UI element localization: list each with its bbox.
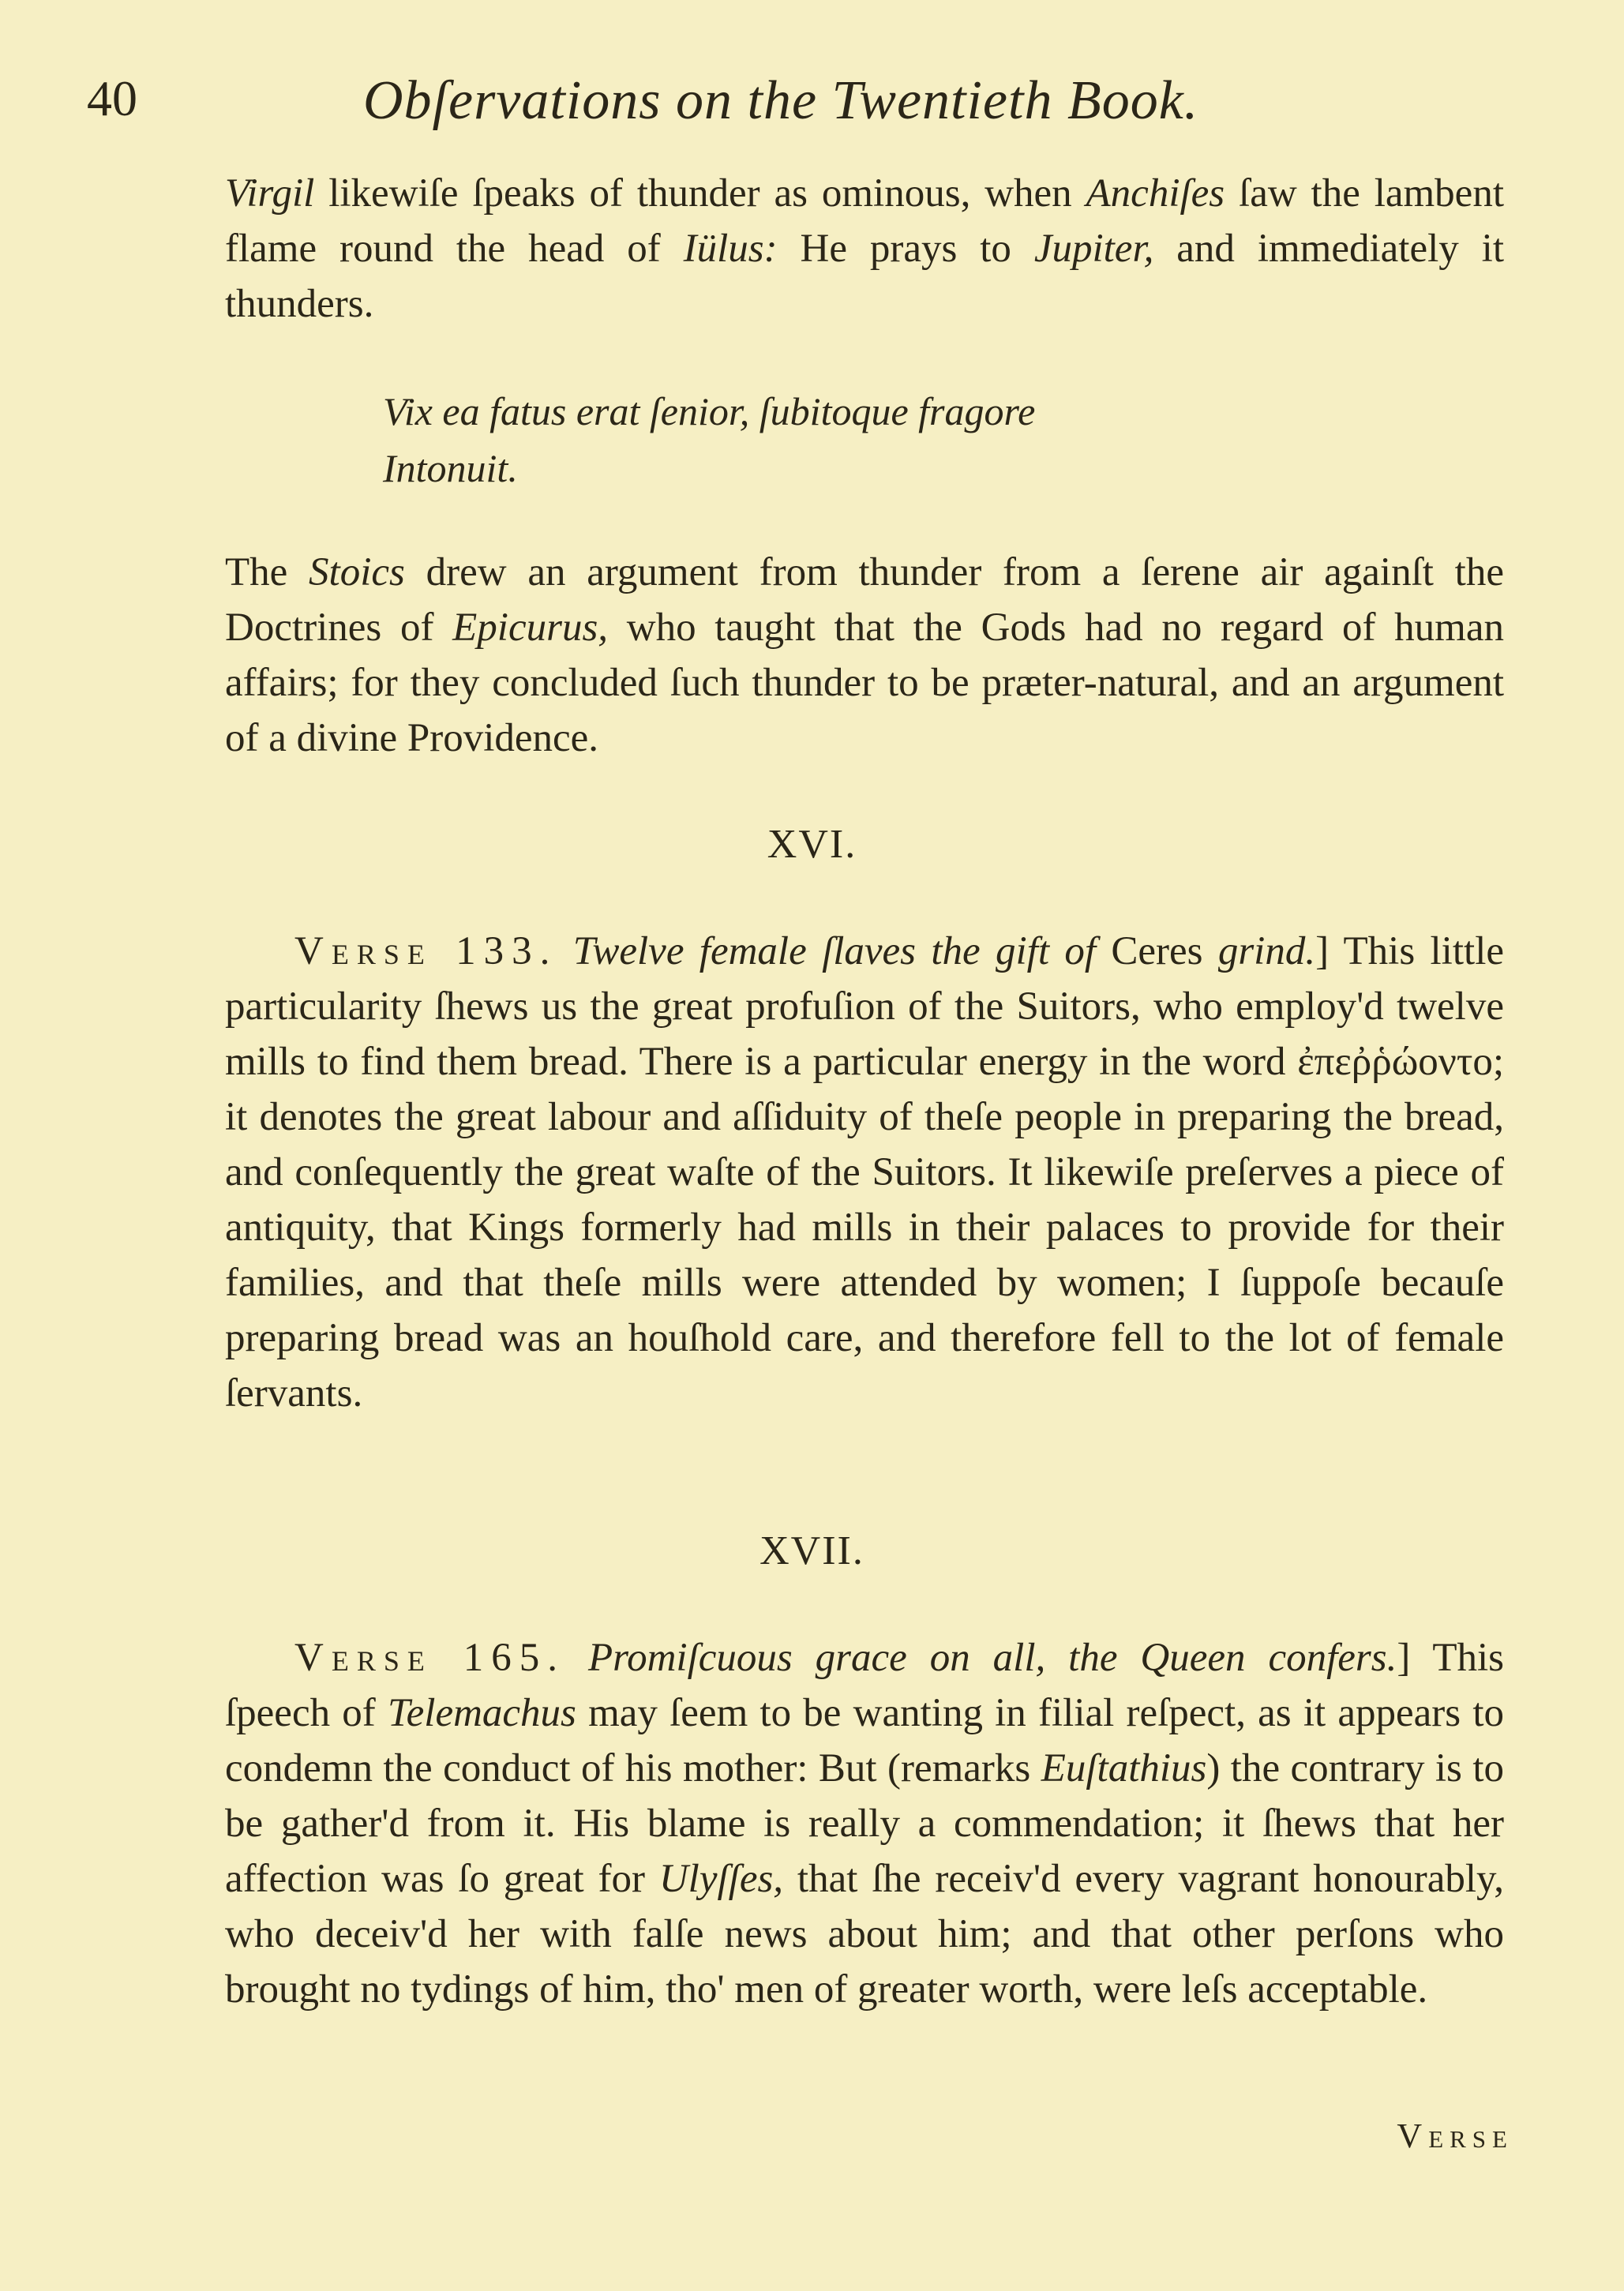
- text-run: that ſhe receiv'd every vagrant honourably, who deceiv'd her with falſe news about him; and that other perſons who brought no tydings of him, tho' men of greater worth, were leſs acceptable.: [225, 1857, 1504, 2012]
- name-stoics: Stoics: [309, 550, 405, 594]
- page-number: 40: [87, 70, 137, 126]
- bracket: ]: [1397, 1636, 1411, 1680]
- name-jupiter: Jupiter,: [1033, 227, 1154, 271]
- name-ceres: Ceres: [1096, 929, 1218, 973]
- name-eustathius: Euſtathius: [1041, 1746, 1207, 1790]
- name-anchises: Anchiſes: [1086, 171, 1225, 216]
- text-run: This little particularity ſhews us the great profuſion of the Suitors, who employ'd twelve mills to find them bread. There is a particular energy in the word: [225, 929, 1504, 1084]
- lemma: Promiſcuous grace on all, the Queen confers.: [587, 1636, 1397, 1680]
- text-run: ; it denotes the great labour and aſſiduity of theſe people in preparing the bread, and conſequently the great waſte of the Suitors. It likewiſe preſerves a piece of antiquity, that Kings formerly had mills in their palaces to provide for their families, and that theſe mills were attended by women; I ſuppoſe becauſe preparing bread was an houſhold care, and therefore fell to the lot of female ſervants.: [225, 1040, 1504, 1415]
- text-run: likewiſe ſpeaks of thunder as ominous, when: [314, 171, 1086, 216]
- running-title: Obſervations on the Twentieth Book.: [363, 70, 1199, 131]
- paragraph-stoics: [225, 545, 1504, 766]
- text-run: The: [225, 550, 309, 594]
- page-header: [87, 69, 1555, 141]
- text-run: drew an argument from thunder from a ſerene air againſt the Doctrines of: [225, 550, 1504, 650]
- text-run: This ſpeech of: [225, 1636, 1504, 1735]
- lemma-end: grind.: [1217, 929, 1316, 973]
- name-ulysses: Ulyſſes,: [658, 1857, 784, 1901]
- quote-line-1: Vix ea fatus erat ſenior, ſubitoque fragore: [383, 389, 1036, 433]
- name-virgil: Virgil: [225, 171, 315, 216]
- verse-label: Verse 133.: [294, 929, 558, 973]
- text-run: He prays to: [777, 227, 1034, 271]
- latin-quotation: [383, 383, 1035, 497]
- paragraph-xvi: [225, 924, 1504, 1421]
- name-epicurus: Epicurus,: [452, 606, 609, 650]
- text-run: and immediately it thunders.: [225, 227, 1504, 326]
- verse-label: Verse 165.: [294, 1636, 566, 1680]
- name-iulus: Iülus:: [683, 227, 778, 271]
- bracket: ]: [1315, 929, 1330, 973]
- text-run: ſaw the lambent flame round the head of: [225, 171, 1504, 271]
- section-heading-xvi: XVI.: [767, 822, 857, 867]
- text-run: may ſeem to be wanting in filial reſpect, as it appears to condemn the conduct of his mother: But (remarks: [225, 1691, 1504, 1790]
- text-run: who taught that the Gods had no regard of human affairs; for they concluded ſuch thunder to be præter-natural, and an argument of a divine Providence.: [225, 606, 1504, 760]
- catchword: Verse: [1397, 2117, 1513, 2155]
- section-heading-xvii: XVII.: [759, 1528, 865, 1573]
- lemma: Twelve female ſlaves the gift of: [572, 929, 1097, 973]
- paragraph-virgil: [225, 166, 1504, 332]
- name-telemachus: Telemachus: [387, 1691, 576, 1735]
- text-run: ) the contrary is to be gather'd from it. His blame is really a commendation; it ſhews that her affection was ſo great for: [225, 1746, 1504, 1901]
- quote-line-2: Intonuit.: [383, 446, 518, 490]
- paragraph-xvii: [225, 1630, 1504, 2017]
- greek-word: ἐπεῤῥώοντο: [1297, 1040, 1493, 1084]
